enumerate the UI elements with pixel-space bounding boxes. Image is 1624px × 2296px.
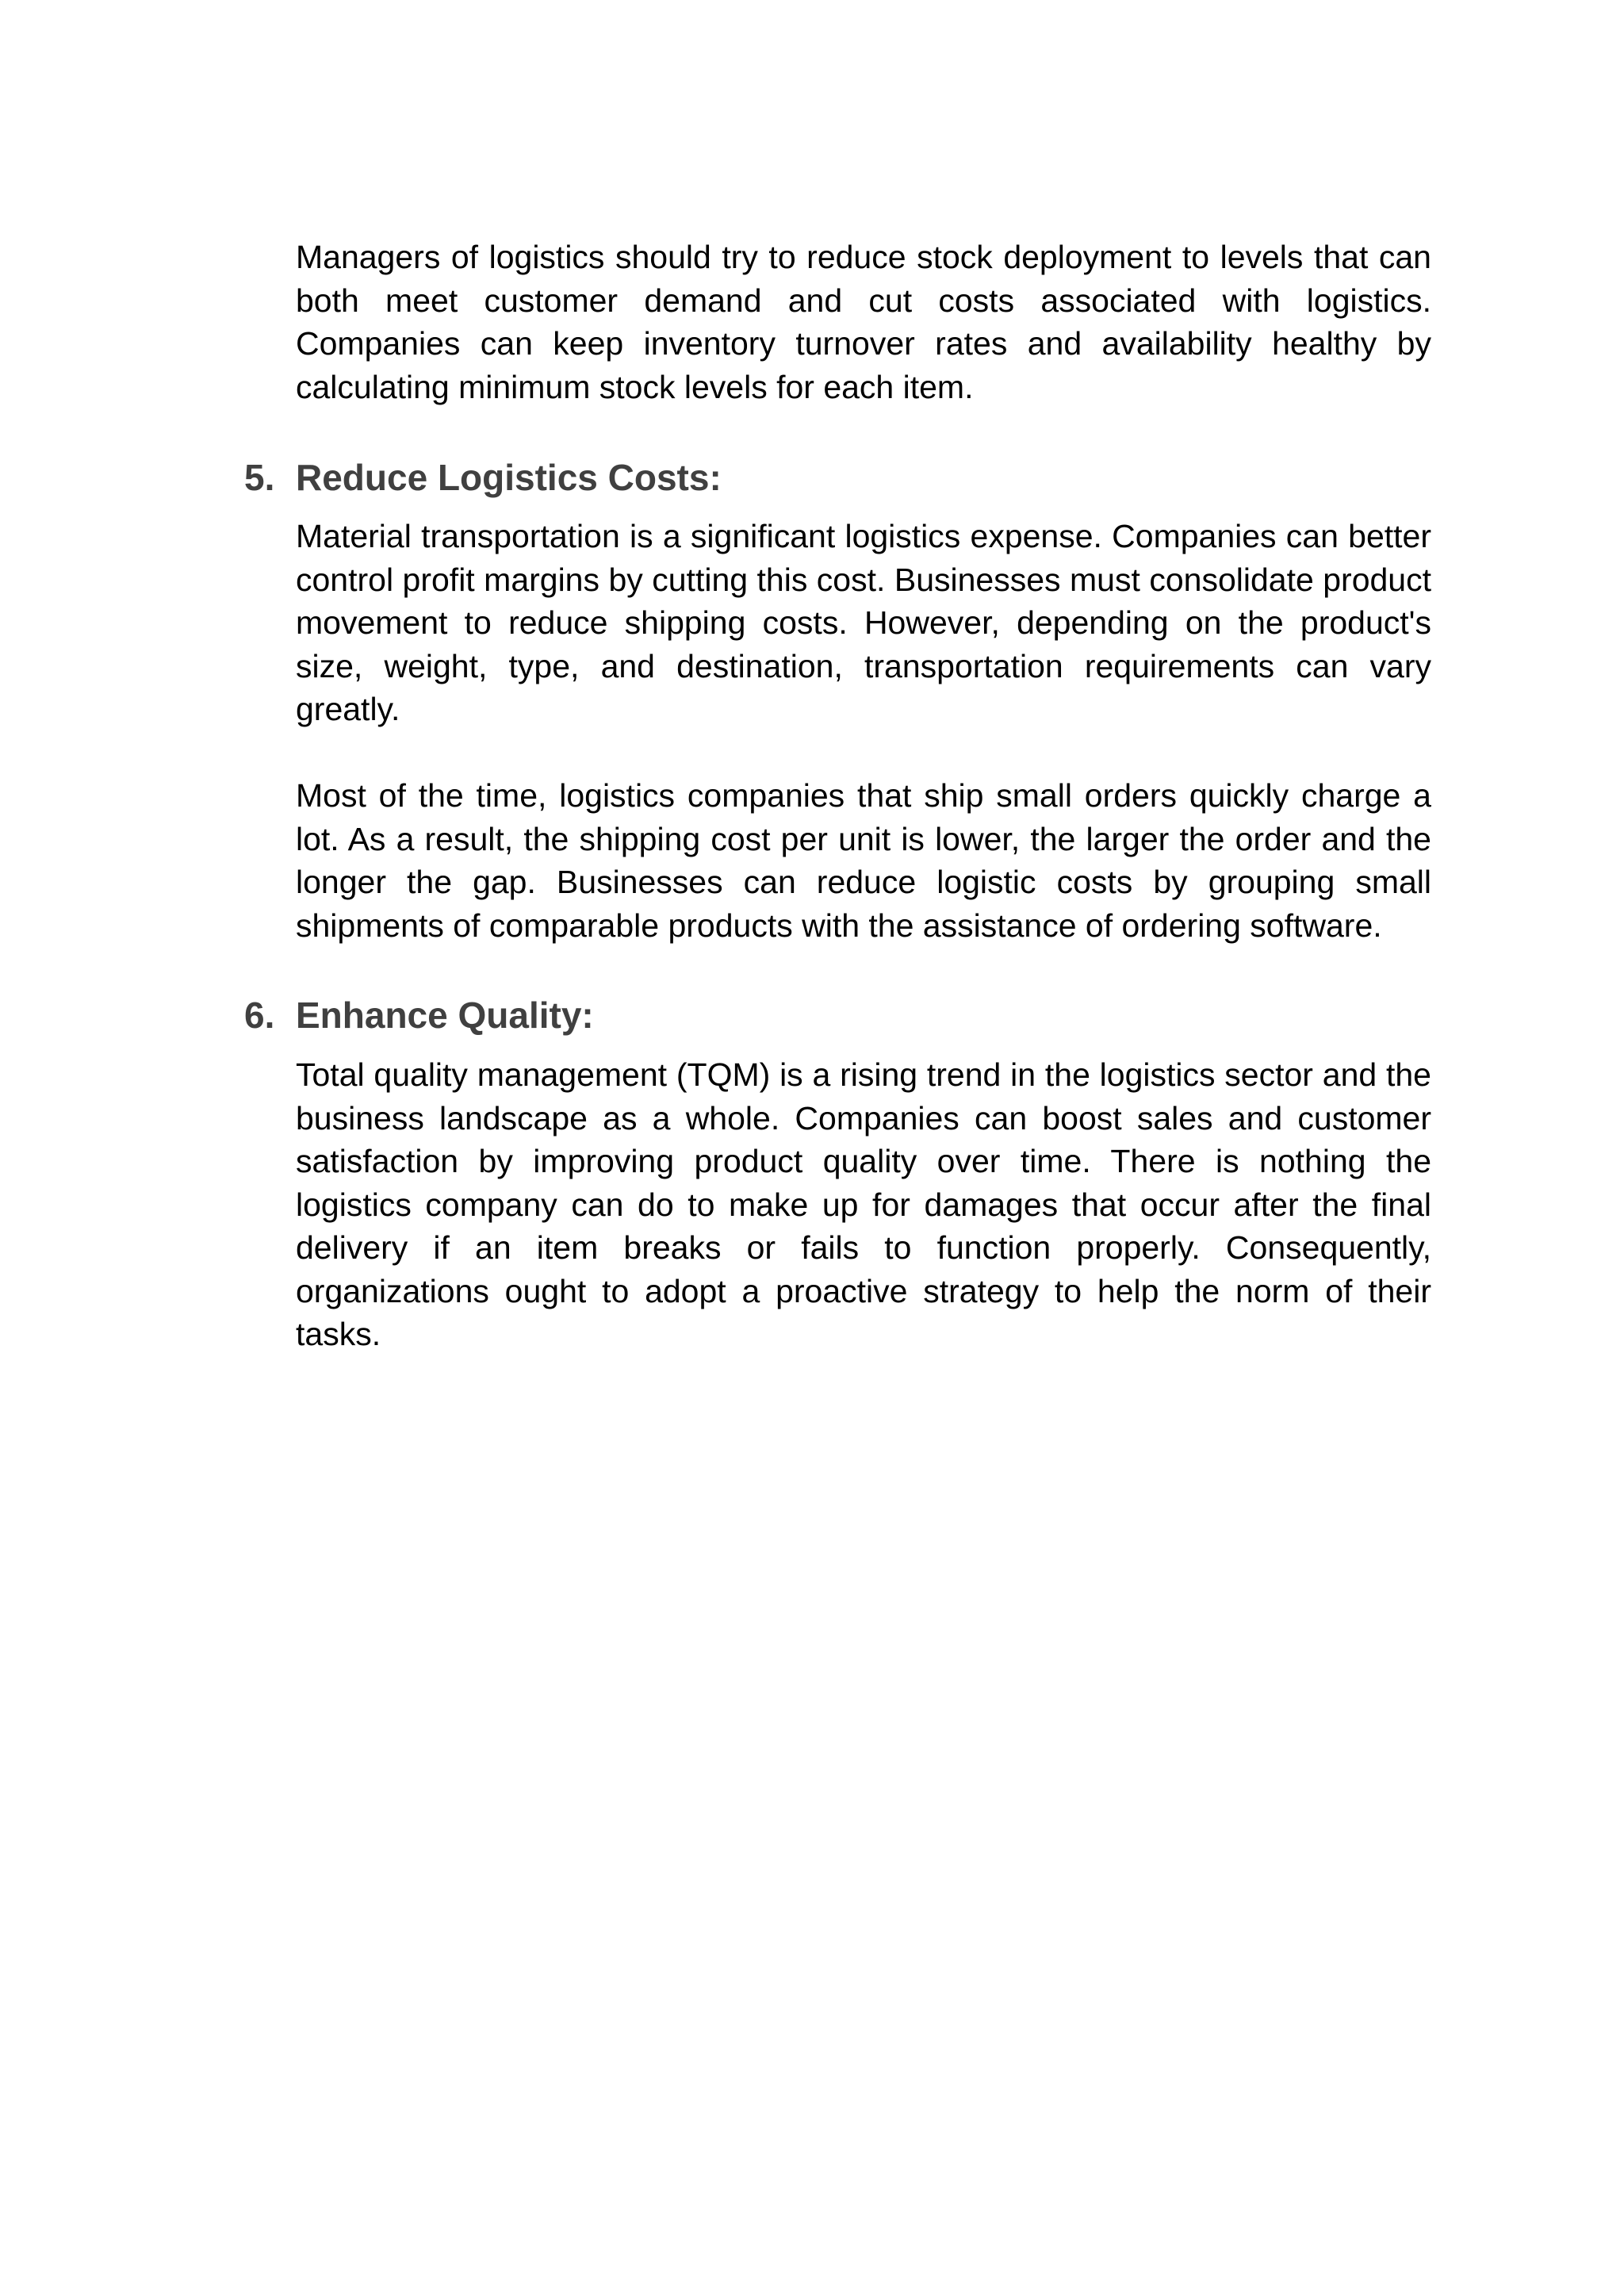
- intro-paragraph: Managers of logistics should try to reduce stock deployment to levels that can both meet customer demand and cut costs associated with logistics. Companies can keep inventory turnover rates and availability healthy by calculating minimum stock levels for each item.: [296, 239, 1431, 405]
- section-paragraph: Total quality management (TQM) is a rising trend in the logistics sector and the business landscape as a whole. Companies can boost sales and customer satisfaction by improving product quality over time. There is nothing the logistics company can do to make up for damages that occur after the final delivery if an item breaks or fails to function properly. Consequently, organizations ought to adopt a proactive strategy to help the norm of their tasks.: [296, 1056, 1431, 1352]
- section-title: Reduce Logistics Costs:: [296, 457, 722, 498]
- section-heading-enhance-quality: [244, 991, 594, 1039]
- section-title: Enhance Quality:: [296, 995, 594, 1036]
- section-number: 5.: [244, 457, 275, 498]
- section-paragraph: Most of the time, logistics companies that ship small orders quickly charge a lot. As a result, the shipping cost per unit is lower, the larger the order and the longer the gap. Businesses can reduce logistic costs by grouping small shipments of comparable products with the assistance of ordering software.: [296, 777, 1431, 944]
- section-heading-reduce-logistics-costs: [244, 454, 722, 501]
- section-number: 6.: [244, 995, 275, 1036]
- section-paragraph: Material transportation is a significant logistics expense. Companies can better control profit margins by cutting this cost. Businesses must consolidate product movement to reduce shipping costs. However, depending on the product's size, weight, type, and destination, transportation requirements can vary greatly.: [296, 518, 1431, 727]
